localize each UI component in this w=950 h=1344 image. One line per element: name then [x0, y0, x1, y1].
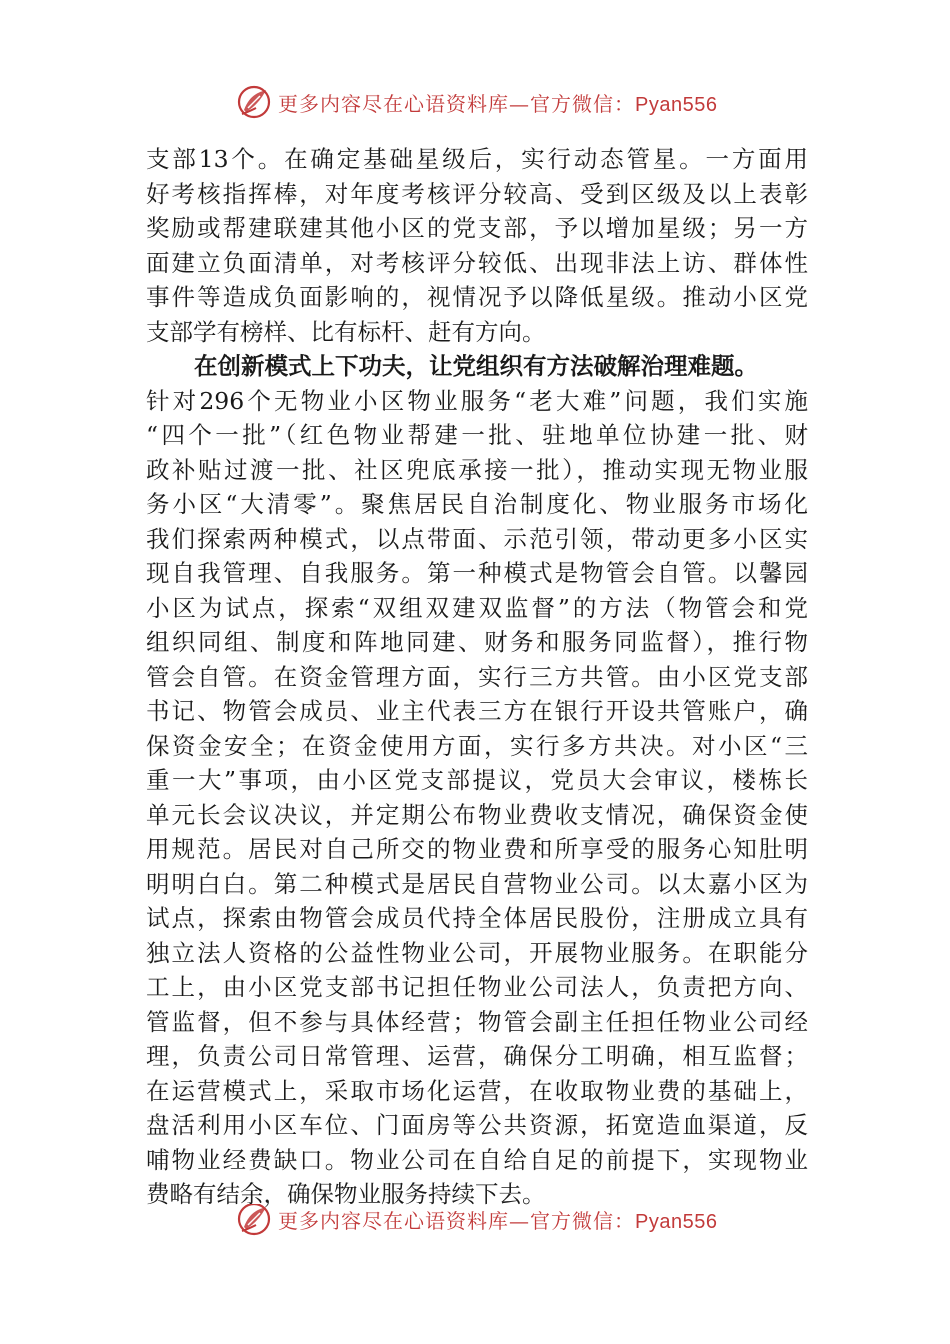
- text-line: “四个一批”（红色物业帮建一批、驻地单位协建一批、财: [146, 421, 808, 449]
- paragraph-2: [146, 384, 808, 1212]
- banner-label: 更多内容尽在心语资料库—官方微信：: [278, 91, 635, 116]
- text-line: 费略有结余，确保物业服务持续下去。: [146, 1180, 546, 1208]
- text-line: 政补贴过渡一批、社区兜底承接一批），推动实现无物业服: [146, 455, 808, 484]
- text-line: 针对296个无物业小区物业服务“老大难”问题，我们实施: [146, 386, 808, 415]
- text-line: 面建立负面清单，对考核评分较低、出现非法上访、群体性: [146, 248, 808, 277]
- text-line: 管会自管。在资金管理方面，实行三方共管。由小区党支部: [146, 662, 808, 691]
- text-line: 哺物业经费缺口。物业公司在自给自足的前提下，实现物业: [146, 1145, 808, 1174]
- brand-logo-icon: [236, 1204, 272, 1237]
- text-line: 小区为试点，探索“双组双建双监督”的方法（物管会和党: [146, 593, 808, 622]
- text-line: 工上，由小区党支部书记担任物业公司法人，负责把方向、: [146, 973, 808, 1001]
- text-line: 我们探索两种模式，以点带面、示范引领，带动更多小区实: [146, 524, 808, 553]
- brand-logo-icon: [236, 84, 272, 120]
- footer-watermark-banner: [236, 1204, 717, 1240]
- text-line: 盘活利用小区车位、门面房等公共资源，拓宽造血渠道，反: [146, 1111, 808, 1139]
- banner-wechat-id: Pyan556: [635, 93, 718, 116]
- text-line: 组织同组、制度和阵地同建、财务和服务同监督），推行物: [146, 628, 808, 656]
- text-line: 重一大”事项，由小区党支部提议，党员大会审议，楼栋长: [146, 766, 808, 794]
- text-line: 支部13个。在确定基础星级后，实行动态管星。一方面用: [146, 145, 808, 173]
- banner-text: [278, 88, 717, 117]
- text-line: 务小区“大清零”。聚焦居民自治制度化、物业服务市场化: [146, 490, 808, 518]
- text-line: 好考核指挥棒，对年度考核评分较高、受到区级及以上表彰: [146, 179, 808, 208]
- text-line: 试点，探索由物管会成员代持全体居民股份，注册成立具有: [146, 904, 808, 932]
- text-line: 书记、物管会成员、业主代表三方在银行开设共管账户，确: [146, 697, 808, 725]
- text-line: 明明白白。第二种模式是居民自营物业公司。以太嘉小区为: [146, 869, 808, 898]
- section-heading: 在创新模式上下功夫，让党组织有方法破解治理难题。: [194, 352, 758, 380]
- text-line: 单元长会议决议，并定期公布物业费收支情况，确保资金使: [146, 800, 808, 829]
- banner-wechat-id: Pyan556: [635, 1210, 718, 1233]
- header-watermark-banner: [236, 82, 717, 122]
- banner-label: 更多内容尽在心语资料库—官方微信：: [278, 1208, 635, 1233]
- text-line: 用规范。居民对自己所交的物业费和所享受的服务心知肚明: [146, 835, 808, 863]
- text-line: 奖励或帮建联建其他小区的党支部，予以增加星级；另一方: [146, 214, 808, 242]
- text-line: 事件等造成负面影响的，视情况予以降低星级。推动小区党: [146, 283, 808, 311]
- text-line: 在运营模式上，采取市场化运营，在收取物业费的基础上，: [146, 1076, 808, 1105]
- banner-text: [278, 1205, 717, 1234]
- text-line: 保资金安全；在资金使用方面，实行多方共决。对小区“三: [146, 731, 808, 760]
- paragraph-1: [146, 142, 808, 349]
- text-line: 理，负责公司日常管理、运营，确保分工明确，相互监督；: [146, 1042, 808, 1070]
- document-body: [146, 142, 808, 1212]
- text-line: 管监督，但不参与具体经营；物管会副主任担任物业公司经: [146, 1007, 808, 1036]
- text-line: 现自我管理、自我服务。第一种模式是物管会自管。以馨园: [146, 559, 808, 587]
- text-line: 支部学有榜样、比有标杆、赶有方向。: [146, 317, 546, 346]
- text-line: 独立法人资格的公益性物业公司，开展物业服务。在职能分: [146, 938, 808, 967]
